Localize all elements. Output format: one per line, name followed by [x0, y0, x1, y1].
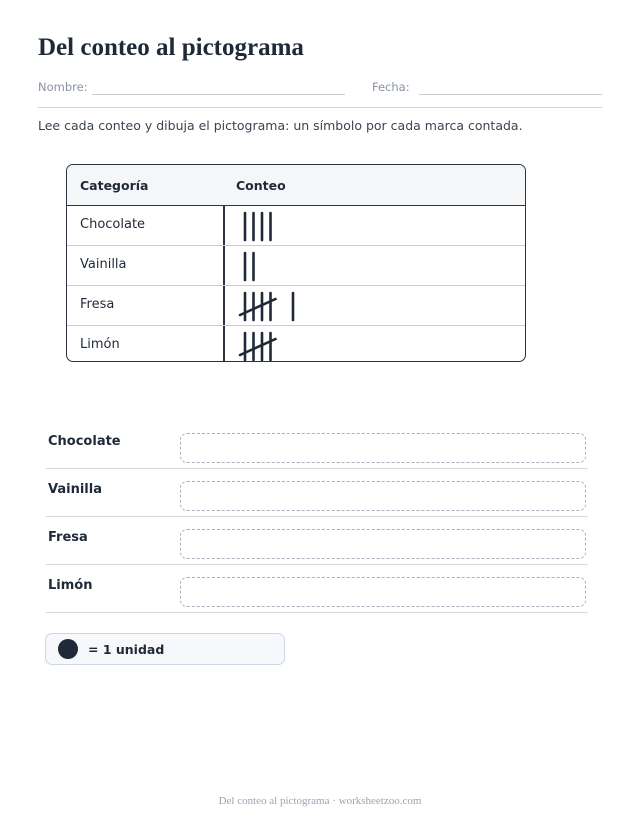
tally-category: Chocolate [80, 217, 146, 232]
pictogram-row [46, 469, 588, 517]
tally-row [67, 205, 525, 246]
legend-text: = 1 unidad [88, 642, 165, 657]
instructions: Lee cada conteo y dibuja el pictograma: un símbolo por cada marca contada. [38, 118, 523, 133]
tally-category: Vainilla [80, 257, 127, 272]
tally-marks [237, 287, 327, 323]
footer: Del conteo al pictograma · worksheetzoo.com [218, 795, 422, 807]
pictogram-drawing-area[interactable] [180, 481, 586, 511]
pictogram-row [46, 517, 588, 565]
tally-marks [237, 327, 327, 362]
header-category: Categoría [80, 178, 149, 193]
legend-symbol-icon [58, 639, 78, 659]
tally-marks [237, 207, 327, 243]
pictogram-label: Limón [48, 578, 93, 593]
pictogram-label: Chocolate [48, 434, 121, 449]
tally-table-header [67, 165, 525, 206]
pictogram-drawing-area[interactable] [180, 577, 586, 607]
pictogram-label: Vainilla [48, 482, 102, 497]
pictogram-label: Fresa [48, 530, 88, 545]
pictogram-drawing-area[interactable] [180, 529, 586, 559]
tally-row [67, 245, 525, 286]
tally-row [67, 325, 525, 362]
date-label: Fecha: [372, 80, 410, 94]
name-label: Nombre: [38, 80, 88, 94]
date-field[interactable] [419, 94, 602, 95]
name-field[interactable] [92, 94, 345, 95]
tally-table [66, 164, 526, 362]
tally-category: Fresa [80, 297, 115, 312]
tally-category: Limón [80, 337, 120, 352]
tally-marks [237, 247, 327, 283]
pictogram-row [46, 565, 588, 613]
header-count: Conteo [236, 178, 286, 193]
page-title: Del conteo al pictograma [38, 34, 304, 61]
legend [45, 633, 285, 665]
name-date-row [38, 79, 602, 108]
pictogram-drawing-area[interactable] [180, 433, 586, 463]
tally-row [67, 285, 525, 326]
pictogram-row [46, 421, 588, 469]
